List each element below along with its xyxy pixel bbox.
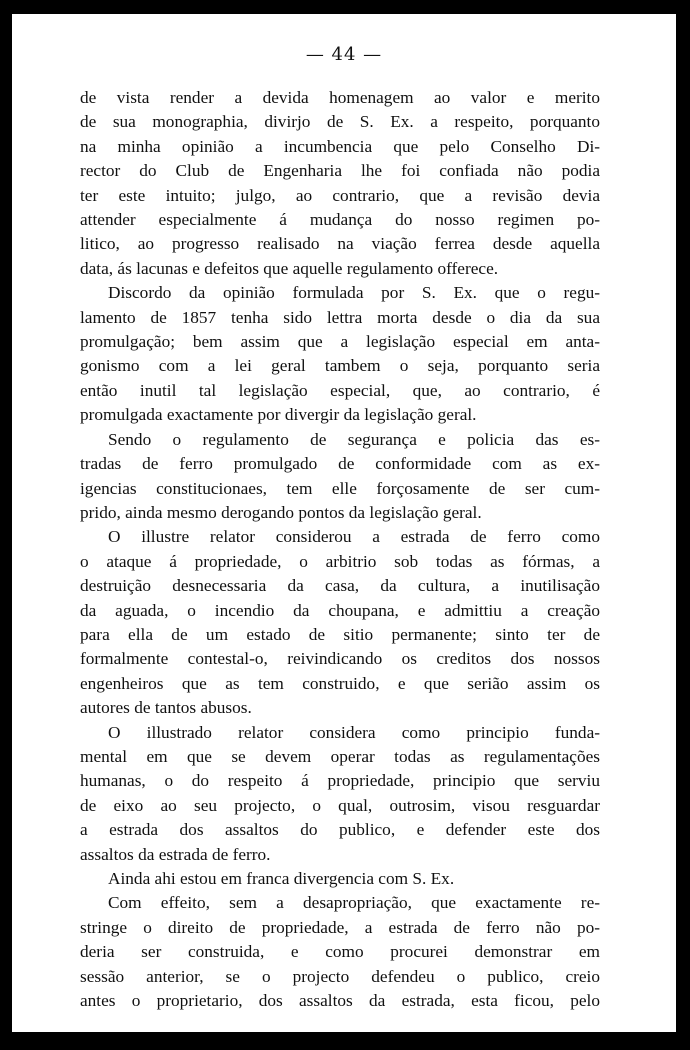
- body-text: [80, 86, 600, 1013]
- text-line: ter este intuito; julgo, ao contrario, que a revisão devia: [80, 185, 600, 205]
- text-line: da aguada, o incendio da choupana, e admittiu a creação: [80, 600, 600, 620]
- text-line: na minha opinião a incumbencia que pelo Conselho Di-: [80, 136, 600, 156]
- text-line: Com effeito, sem a desapropriação, que exactamente re-: [108, 893, 600, 913]
- text-line: lamento de 1857 tenha sido lettra morta desde o dia da sua: [80, 307, 600, 327]
- text-line: engenheiros que as tem construido, e que serião assim os: [80, 673, 600, 693]
- text-line: humanas, o do respeito á propriedade, principio que serviu: [80, 771, 600, 791]
- text-line: igencias constitucionaes, tem elle forçosamente de ser cum-: [80, 478, 600, 498]
- text-line: assaltos da estrada de ferro.: [80, 844, 271, 864]
- text-line: promulgação; bem assim que a legislação especial em anta-: [80, 332, 600, 352]
- text-line: prido, ainda mesmo derogando pontos da legislação geral.: [80, 502, 482, 522]
- paragraph: [80, 891, 600, 1013]
- paragraph: [80, 525, 600, 720]
- paragraph: [80, 86, 600, 281]
- text-line: mental em que se devem operar todas as regulamentações: [80, 746, 600, 766]
- text-line: formalmente contestal-o, reivindicando os creditos dos nossos: [80, 649, 600, 669]
- page-number: — 44 —: [305, 44, 383, 65]
- text-line: de sua monographia, divirjo de S. Ex. a respeito, porquanto: [80, 112, 600, 132]
- paragraph: [80, 867, 600, 891]
- text-line: rector do Club de Engenharia lhe foi confiada não podia: [80, 161, 600, 181]
- book-page: [12, 14, 676, 1032]
- paragraph: [80, 281, 600, 427]
- text-line: Ainda ahi estou em franca divergencia com S. Ex.: [108, 869, 455, 888]
- text-line: antes o proprietario, dos assaltos da estrada, esta ficou, pelo: [80, 991, 600, 1011]
- text-line: tradas de ferro promulgado de conformidade com as ex-: [80, 454, 600, 474]
- text-line: de vista render a devida homenagem ao valor e merito: [80, 88, 600, 107]
- text-line: stringe o direito de propriedade, a estrada de ferro não po-: [80, 917, 600, 937]
- text-line: Sendo o regulamento de segurança e policia das es-: [108, 429, 600, 449]
- text-line: attender especialmente á mudança do nosso regimen po-: [80, 210, 600, 230]
- text-line: de eixo ao seu projecto, o qual, outrosim, visou resguardar: [80, 795, 600, 815]
- text-line: data, ás lacunas e defeitos que aquelle regulamento offerece.: [80, 258, 499, 278]
- text-line: O illustrado relator considera como principio funda-: [108, 722, 600, 742]
- text-line: gonismo com a lei geral tambem o seja, porquanto seria: [80, 356, 600, 376]
- text-line: Discordo da opinião formulada por S. Ex. que o regu-: [108, 283, 600, 303]
- text-line: sessão anterior, se o projecto defendeu o publico, creio: [80, 966, 600, 986]
- text-line: autores de tantos abusos.: [80, 698, 252, 718]
- text-line: deria ser construida, e como procurei demonstrar em: [80, 942, 600, 962]
- text-line: então inutil tal legislação especial, que, ao contrario, é: [80, 380, 600, 400]
- text-line: para ella de um estado de sitio permanente; sinto ter de: [80, 624, 600, 644]
- text-line: destruição desnecessaria da casa, da cultura, a inutilisação: [80, 576, 600, 596]
- text-line: o ataque á propriedade, o arbitrio sob todas as fórmas, a: [80, 551, 600, 571]
- text-line: a estrada dos assaltos do publico, e defender este dos: [80, 820, 600, 840]
- text-line: promulgada exactamente por divergir da legislação geral.: [80, 405, 477, 425]
- text-line: O illustre relator considerou a estrada de ferro como: [108, 527, 600, 547]
- text-line: litico, ao progresso realisado na viação ferrea desde aquella: [80, 234, 600, 254]
- paragraph: [80, 721, 600, 867]
- paragraph: [80, 428, 600, 526]
